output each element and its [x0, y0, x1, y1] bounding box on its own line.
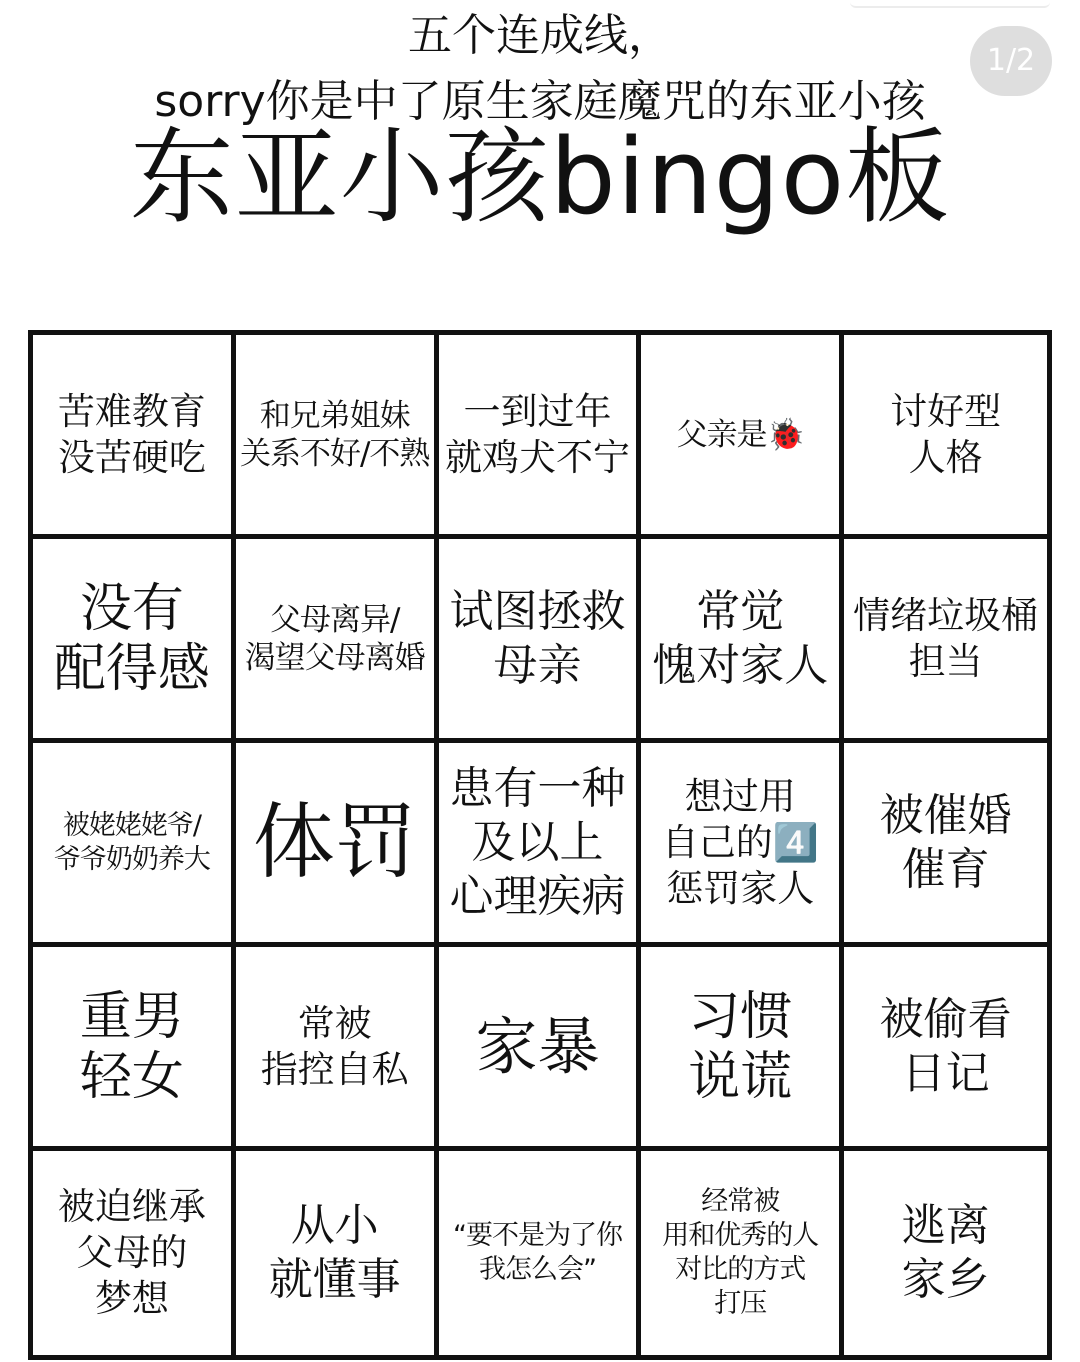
bingo-cell-text: 体罚: [252, 794, 417, 890]
bingo-cell-text: 和兄弟姐妹 关系不好/不熟: [239, 397, 430, 472]
bingo-cell[interactable]: [844, 539, 1047, 743]
bingo-cell[interactable]: [641, 743, 844, 947]
bingo-cell-text: 常觉 愧对家人: [652, 585, 829, 691]
bingo-cell[interactable]: [236, 743, 439, 947]
bingo-cell[interactable]: [844, 743, 1047, 947]
bingo-cell[interactable]: [236, 947, 439, 1151]
bingo-cell-text: 被催婚 催育: [879, 789, 1012, 895]
bingo-cell-text: 患有一种 及以上 心理疾病: [449, 762, 626, 922]
bingo-cell[interactable]: [641, 335, 844, 539]
bingo-cell-text: 重男 轻女: [79, 986, 184, 1107]
bingo-cell[interactable]: [236, 335, 439, 539]
bingo-cell-text: 常被 指控自私: [260, 1001, 409, 1091]
bingo-cell[interactable]: [641, 1151, 844, 1355]
bingo-cell-text: 父亲是🐞: [676, 416, 805, 453]
page-indicator-badge: 1/2: [970, 26, 1052, 96]
bingo-cell-text: 从小 就懂事: [268, 1200, 401, 1305]
bingo-cell[interactable]: [844, 335, 1047, 539]
bingo-board: [28, 330, 1052, 1360]
bingo-cell[interactable]: [439, 539, 642, 743]
bingo-cell-text: 没有 配得感: [53, 578, 210, 699]
bingo-cell-text: 逃离 家乡: [901, 1200, 990, 1305]
bingo-cell[interactable]: [439, 947, 642, 1151]
bingo-cell[interactable]: [236, 1151, 439, 1355]
bingo-cell-text: 情绪垃圾桶 担当: [853, 593, 1039, 683]
bingo-cell-text: 被迫继承 父母的 梦想: [57, 1185, 206, 1320]
bingo-cell[interactable]: [439, 1151, 642, 1355]
bingo-cell[interactable]: [641, 947, 844, 1151]
bingo-cell-text: “要不是为了你 我怎么会”: [452, 1220, 622, 1285]
bingo-cell-text: 一到过年 就鸡犬不宁: [444, 389, 630, 479]
bingo-cell[interactable]: [33, 1151, 236, 1355]
bingo-cell-text: 被姥姥姥爷/ 爷爷奶奶养大: [53, 809, 210, 875]
bingo-cell-text: 父母离异/ 渴望父母离婚: [244, 601, 425, 676]
bingo-cell[interactable]: [33, 539, 236, 743]
subtitle-line-2: sorry你是中了原生家庭魔咒的东亚小孩: [154, 76, 926, 127]
bingo-cell[interactable]: [33, 947, 236, 1151]
bingo-cell[interactable]: [844, 1151, 1047, 1355]
subtitle-line-1: 五个连成线，: [408, 10, 672, 61]
bingo-cell[interactable]: [641, 539, 844, 743]
bingo-cell[interactable]: [439, 743, 642, 947]
bingo-cell-text: 习惯 说谎: [688, 986, 793, 1107]
bingo-cell-text: 讨好型 人格: [890, 389, 1002, 479]
bingo-cell-text: 经常被 用和优秀的人 对比的方式 打压: [662, 1186, 819, 1319]
bingo-cell-text: 试图拯救 母亲: [449, 585, 626, 691]
page-title: 东亚小孩bingo板: [129, 116, 951, 238]
bingo-cell[interactable]: [844, 947, 1047, 1151]
top-bar: [850, 0, 1050, 8]
bingo-cell[interactable]: [439, 335, 642, 539]
bingo-cell[interactable]: [33, 335, 236, 539]
bingo-cell[interactable]: [236, 539, 439, 743]
bingo-cell-text: 被偷看 日记: [879, 993, 1012, 1099]
bingo-cell-text: 苦难教育 没苦硬吃: [57, 389, 206, 479]
bingo-cell[interactable]: [33, 743, 236, 947]
bingo-cell-text: 家暴: [475, 1009, 600, 1083]
bingo-cell-text: 想过用 自己的4️⃣ 惩罚家人: [661, 774, 819, 910]
